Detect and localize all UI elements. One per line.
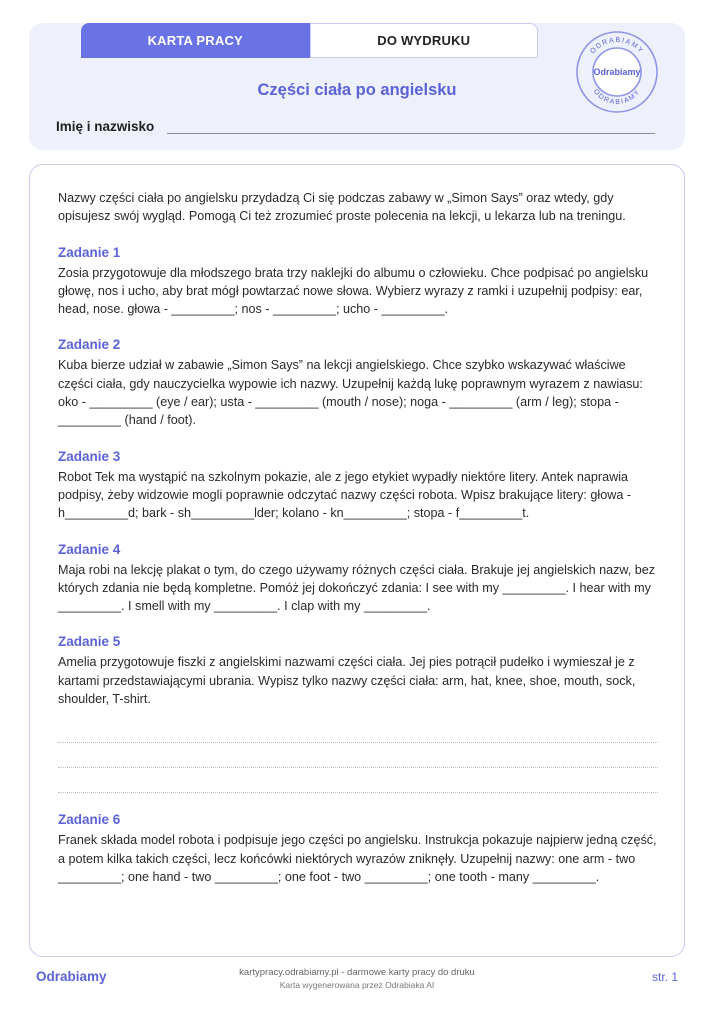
task-1-title: Zadanie 1 [58, 244, 121, 260]
task-4-text: Maja robi na lekcję plakat o tym, do czego używamy różnych części ciała. Brakuje jej angielskich nazw, bez których zdania nie będą kompletne. Pomóż jej dokończyć zdania: I see with my _________. I hear with my _________. I smell with my _________. I clap with my _________. [58, 562, 656, 614]
footer-site-text: kartypracy.odrabiamy.pl - darmowe karty pracy do druku [239, 967, 475, 978]
name-field-line [167, 133, 655, 134]
task-2-text: Kuba bierze udział w zabawie „Simon Says” na lekcji angielskiego. Chce szybko wskazywać właściwe części ciała, gdy nauczycielka wypowie ich nazwy. Uzupełnij każdą lukę poprawnym wyrazem z nawiasu: oko - _________ (eye / ear); usta - _________ (mouth / nose); noga - _________ (arm / leg); stopa - _________ (hand / foot). [58, 358, 643, 428]
tab-karta-pracy[interactable]: KARTA PRACY [81, 23, 310, 58]
footer-brand: Odrabiamy [36, 969, 107, 984]
task-5-text: Amelia przygotowuje fiszki z angielskimi nazwami części ciała. Jej pies potrącił pudełko i wymieszał je z kartami przedstawiającymi ubrania. Wypisz tylko nazwy części ciała: arm, hat, knee, shoe, mouth, sock, shoulder, T-shirt. [58, 655, 636, 707]
task-3-title: Zadanie 3 [58, 448, 121, 464]
footer-info [170, 967, 544, 991]
task-6-text: Franek składa model robota i podpisuje jego części po angielsku. Instrukcja pokazuje najpierw jedną część, a potem kilka takich części, lecz końcówki niektórych wyrazów zniknęły. Uzupełnij nazwy: one arm - two _________; one hand - two _________; one foot - two _________; one tooth - many _________. [58, 833, 657, 884]
task-1-text: Zosia przygotowuje dla młodszego brata trzy naklejki do albumu o człowieku. Chce podpisać po angielsku głowę, nos i ucho, aby brat mógł powtarzać nowe słowa. Wybierz wyrazy z ramki i uzupełnij podpisy: ear, head, nose. głowa - _________; nos - _________; ucho - _________. [58, 265, 649, 317]
task-2-title: Zadanie 2 [58, 337, 121, 353]
task-5-answer-area [58, 718, 658, 793]
answer-line[interactable] [58, 718, 658, 743]
page-title: Części ciała po angielsku [257, 81, 457, 99]
stamp-center-text: Odrabiamy [593, 67, 641, 77]
worksheet-content [58, 189, 658, 886]
task-4-title: Zadanie 4 [58, 541, 121, 557]
stamp-ring-bottom-text: ODRABIAMY [591, 88, 643, 107]
page-number: str. 1 [651, 970, 678, 984]
footer-generated-text: Karta wygenerowana przez Odrabiaka AI [279, 980, 435, 990]
task-5-title: Zadanie 5 [58, 634, 121, 650]
intro-paragraph: Nazwy części ciała po angielsku przydadzą Ci się podczas zabawy w „Simon Says” oraz wtedy, gdy opisujesz swój wygląd. Pomogą Ci też zrozumieć proste polecenia na lekcji, u lekarza lub na treningu. [58, 191, 626, 224]
tab-do-wydruku[interactable]: DO WYDRUKU [310, 23, 539, 58]
stamp-ring-top-text: ODRABIAMY [589, 36, 645, 56]
odrabiamy-stamp-logo [575, 30, 659, 114]
answer-line[interactable] [58, 768, 658, 793]
answer-line[interactable] [58, 743, 658, 768]
tab-bar [81, 23, 538, 58]
task-6-title: Zadanie 6 [58, 812, 121, 828]
task-3-text: Robot Tek ma wystąpić na szkolnym pokazie, ale z jego etykiet wypadły niektóre litery. Antek naprawia podpisy, żeby widzowie mogli poprawnie odczytać nazwy części robota. Wpisz brakujące litery: głowa - h_________d; bark - sh_________lder; kolano - kn_________; stopa - f_________t. [58, 469, 632, 521]
name-label: Imię i nazwisko [56, 119, 155, 134]
